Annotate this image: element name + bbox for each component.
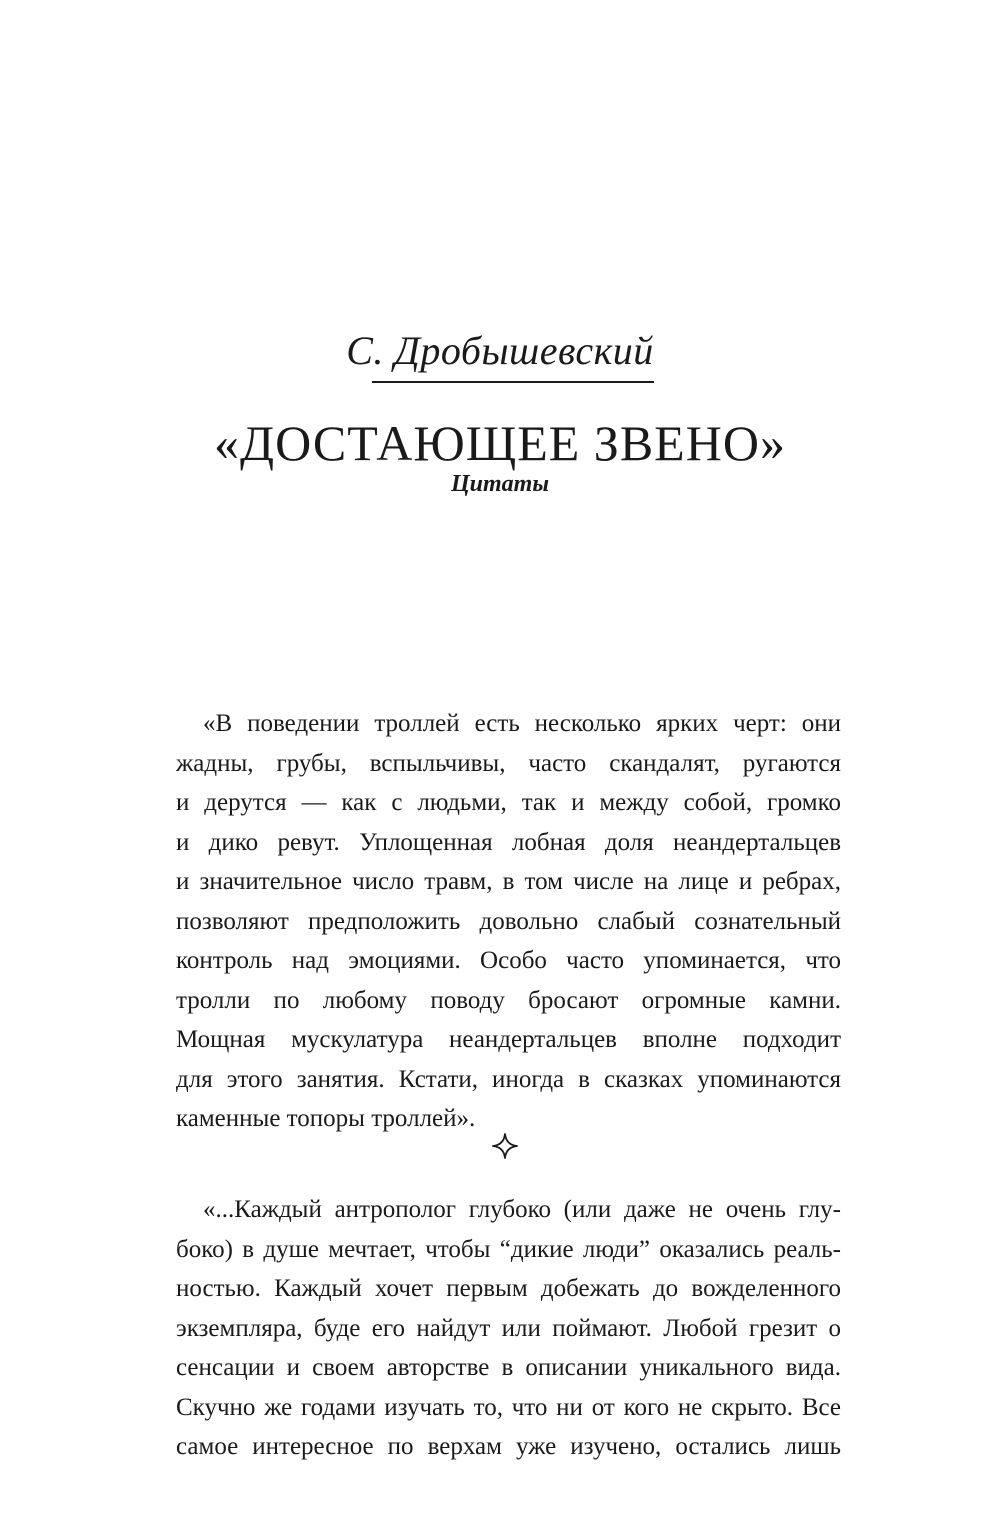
- text-line: экземпляра, буде его найдут или поймают. Любой грезит о: [176, 1314, 841, 1342]
- text-line: и дерутся — как с людьми, так и между собой, громко: [176, 789, 841, 816]
- text-line: ностью. Каждый хочет первым добежать до вожделенного: [176, 1275, 841, 1302]
- four-point-star-icon: [492, 1133, 518, 1159]
- quote-paragraph-1: [176, 704, 841, 1139]
- text-line: «В поведении троллей есть несколько ярких черт: они: [203, 710, 841, 737]
- text-line: контроль над эмоциями. Особо часто упоминается, что: [176, 947, 841, 974]
- text-line: тролли по любому поводу бросают огромные камни.: [176, 986, 841, 1014]
- section-subtitle: Цитаты: [450, 471, 549, 497]
- text-line: Скучно же годами изучать то, что ни от кого не скрыто. Все: [176, 1393, 841, 1421]
- text-line: каменные топоры троллей».: [176, 1105, 476, 1132]
- text-line: Мощная мускулатура неандертальцев вполне подходит: [176, 1026, 841, 1053]
- text-line: «...Каждый антрополог глубоко (или даже не очень глу-: [203, 1196, 841, 1223]
- book-title: «ДОСТАЮЩЕЕ ЗВЕНО»: [214, 415, 786, 471]
- author-name: С. Дробышевский: [346, 328, 654, 373]
- title-divider: [372, 381, 654, 383]
- text-line: самое интересное по верхам уже изучено, остались лишь: [176, 1433, 841, 1460]
- text-line: сенсации и своем авторстве в описании уникального вида.: [176, 1354, 841, 1381]
- quote-paragraph-2: [176, 1190, 841, 1467]
- text-line: для этого занятия. Кстати, иногда в сказках упоминаются: [176, 1065, 841, 1093]
- text-line: боко) в душе мечтает, чтобы “дикие люди” оказались реаль-: [176, 1235, 841, 1263]
- text-line: и дико ревут. Уплощенная лобная доля неандертальцев: [176, 828, 841, 856]
- text-line: жадны, грубы, вспыльчивы, часто скандалят, ругаются: [176, 749, 841, 777]
- text-line: и значительное число травм, в том числе на лице и ребрах,: [176, 868, 841, 895]
- text-line: позволяют предположить довольно слабый сознательный: [176, 907, 841, 935]
